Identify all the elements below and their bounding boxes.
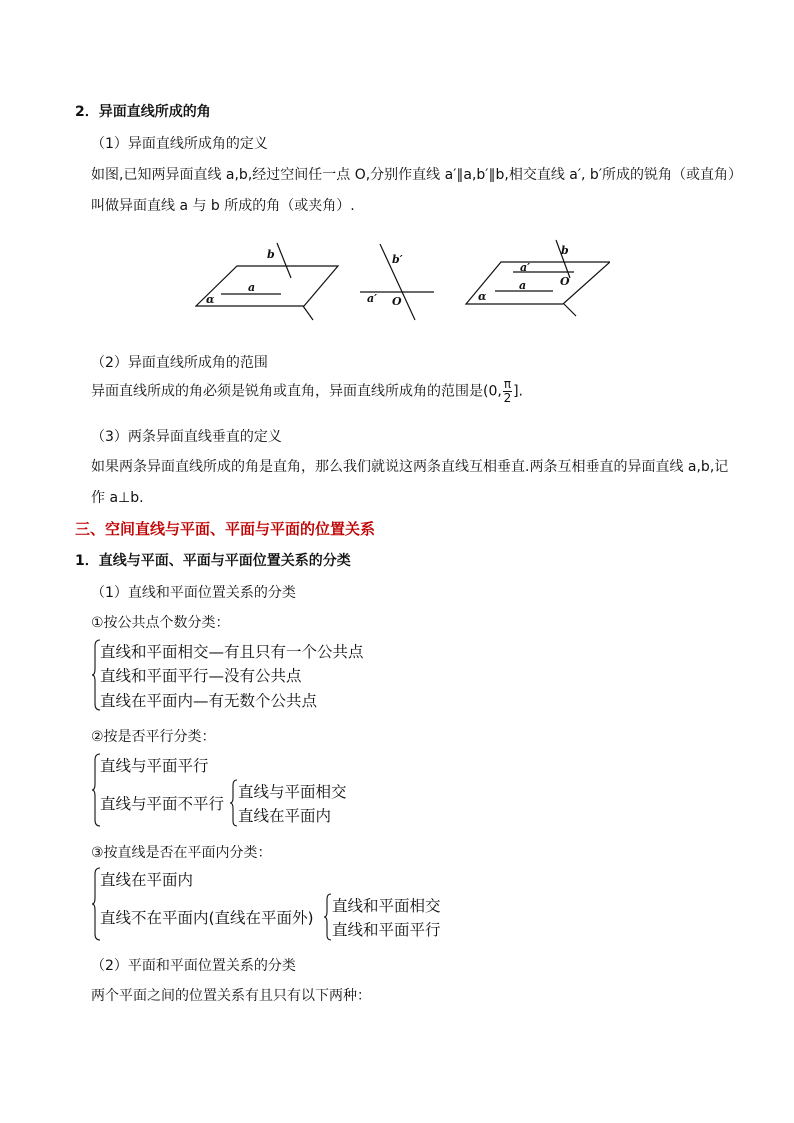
subsection-range: （2）异面直线所成角的范围 [91, 355, 268, 371]
fig3-label-a-prime: a′ [520, 261, 531, 274]
classification-2-item-1: 直线与平面平行 [100, 757, 209, 775]
definition-line-2: 叫做异面直线 a 与 b 所成的角（或夹角）. [91, 198, 355, 214]
classification-1-label: ①按公共点个数分类： [91, 615, 230, 631]
classification-3-sub-1: 直线和平面相交 [332, 897, 441, 915]
plane-3-shape [466, 262, 610, 304]
fig2-label-o: O [392, 295, 402, 308]
fig2-label-a-prime: a′ [367, 292, 378, 305]
subsection-plane-plane: （2）平面和平面位置关系的分类 [91, 958, 296, 974]
fig2-label-b-prime: b′ [392, 253, 403, 266]
perpendicular-line-2: 作 a⊥b. [91, 490, 144, 506]
classification-2-item-2: 直线与平面不平行 [100, 795, 225, 813]
subsection-line-plane: （1）直线和平面位置关系的分类 [91, 585, 296, 601]
section-title-angle: 2．异面直线所成的角 [75, 104, 211, 120]
heading-classification: 1．直线与平面、平面与平面位置关系的分类 [75, 553, 351, 569]
classification-2-sub-1: 直线与平面相交 [238, 783, 347, 801]
plane-plane-text: 两个平面之间的位置关系有且只有以下两种： [91, 988, 371, 1004]
classification-2-sub-2: 直线在平面内 [238, 807, 332, 825]
fig3-label-a: a [519, 279, 527, 292]
line-b-1-upper [277, 243, 291, 278]
classification-1-item-1: 直线和平面相交—有且只有一个公共点 [100, 643, 364, 661]
fig1-label-alpha: α [206, 293, 215, 306]
classification-3-sub-2: 直线和平面平行 [332, 921, 441, 939]
brace-2-sub [229, 778, 238, 828]
line-b-1-lower [303, 306, 313, 320]
line-b-3-lower [564, 304, 576, 316]
fig3-label-alpha: α [478, 290, 487, 303]
range-text-pre: 异面直线所成的角必须是锐角或直角，异面直线所成角的范围是(0, [91, 383, 502, 400]
fraction-numerator: π [503, 377, 512, 391]
classification-3-item-2: 直线不在平面内(直线在平面外) [100, 909, 314, 927]
plane-1-shape [196, 266, 338, 306]
range-text-post: ]. [513, 383, 523, 400]
brace-3-sub [323, 892, 332, 942]
definition-line-1: 如图,已知两异面直线 a,b,经过空间任一点 O,分别作直线 a′∥a,b′∥b,相交直线 a′, b′所成的锐角（或直角） [91, 167, 742, 183]
skew-lines-figure [190, 236, 610, 322]
range-text [91, 378, 523, 405]
fraction-denominator: 2 [503, 391, 512, 405]
fig3-label-o: O [560, 275, 570, 288]
fig1-label-b: b [267, 248, 275, 261]
subsection-definition: （1）异面直线所成角的定义 [91, 136, 268, 152]
pi-over-2-fraction [503, 378, 512, 405]
fig3-label-b: b [561, 244, 569, 257]
section-title-positions: 三、空间直线与平面、平面与平面的位置关系 [75, 520, 376, 538]
classification-3-label: ③按直线是否在平面内分类： [91, 845, 272, 861]
perpendicular-line-1: 如果两条异面直线所成的角是直角，那么我们就说这两条直线互相垂直.两条互相垂直的异面直线 a,b,记 [91, 459, 729, 475]
fig1-label-a: a [248, 281, 256, 294]
subsection-perpendicular: （3）两条异面直线垂直的定义 [91, 429, 282, 445]
classification-1-item-2: 直线和平面平行—没有公共点 [100, 667, 302, 685]
classification-3-item-1: 直线在平面内 [100, 871, 194, 889]
classification-1-item-3: 直线在平面内—有无数个公共点 [100, 692, 318, 710]
classification-2-label: ②按是否平行分类： [91, 729, 216, 745]
